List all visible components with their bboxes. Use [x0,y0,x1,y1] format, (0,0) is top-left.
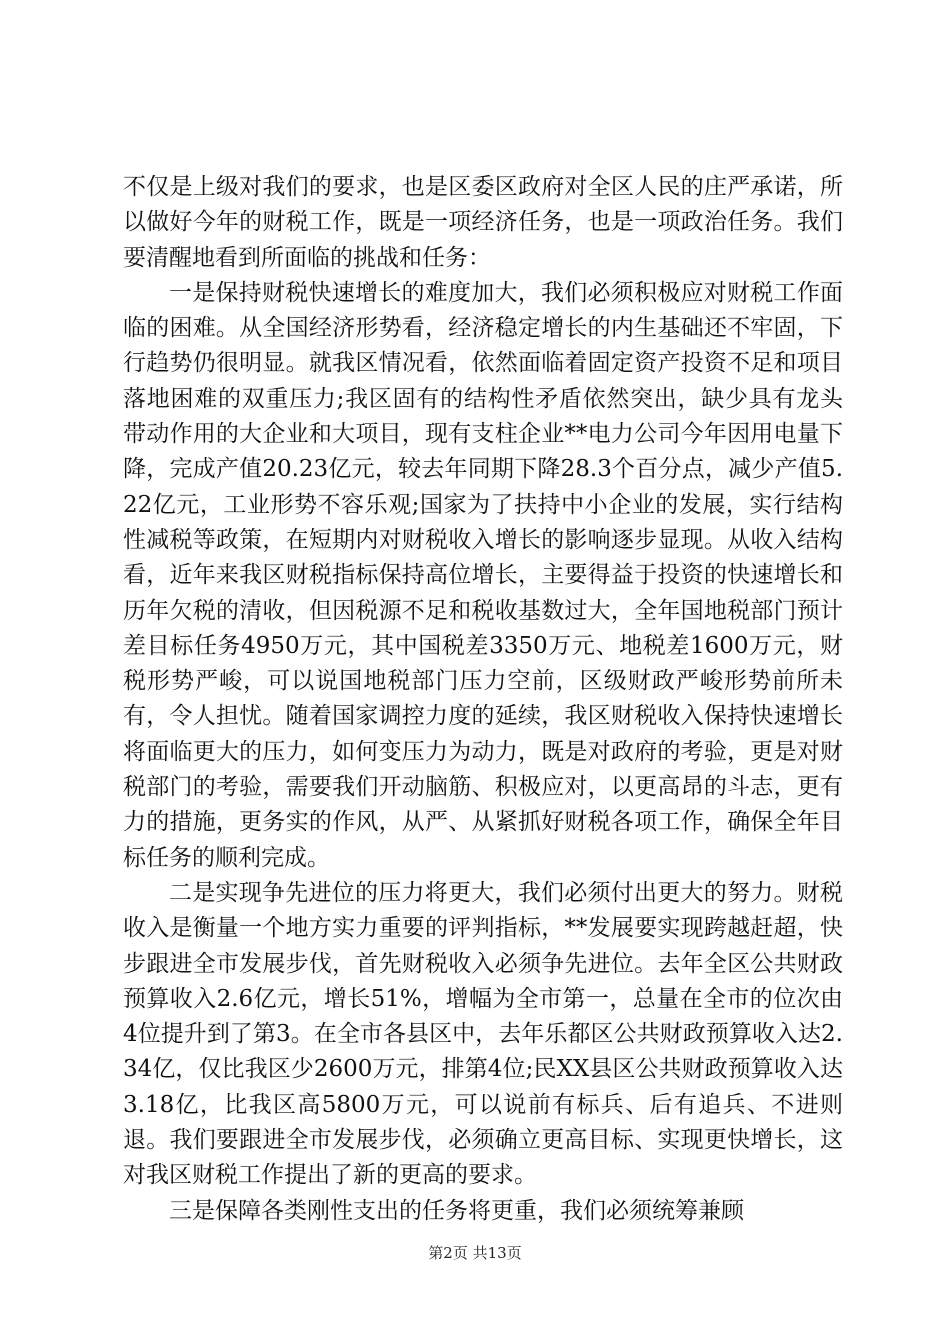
paragraph-3: 二是实现争先进位的压力将更大，我们必须付出更大的努力。财税收入是衡量一个地方实力重要的评判指标，**发展要实现跨越赶超，快步跟进全市发展步伐，首先财税收入必须争先进位。去年全区公共财政预算收入2.6亿元，增长51%，增幅为全市第一，总量在全市的位次由4位提升到了第3。在全市各县区中，去年乐都区公共财政预算收入达2.34亿，仅比我区少2600万元，排第4位;民XX县区公共财政预算收入达3.18亿，比我区高5800万元，可以说前有标兵、后有追兵、不进则退。我们要跟进全市发展步伐，必须确立更高目标、实现更快增长，这对我区财税工作提出了新的更高的要求。 [123,879,843,1189]
paragraph-2: 一是保持财税快速增长的难度加大，我们必须积极应对财税工作面临的困难。从全国经济形势看，经济稳定增长的内生基础还不牢固，下行趋势仍很明显。就我区情况看，依然面临着固定资产投资不足和项目落地困难的双重压力;我区固有的结构性矛盾依然突出，缺少具有龙头带动作用的大企业和大项目，现有支柱企业**电力公司今年因用电量下降，完成产值20.23亿元，较去年同期下降28.3个百分点，减少产值5.22亿元，工业形势不容乐观;国家为了扶持中小企业的发展，实行结构性减税等政策，在短期内对财税收入增长的影响逐步显现。从收入结构看，近年来我区财税指标保持高位增长，主要得益于投资的快速增长和历年欠税的清收，但因税源不足和税收基数过大，全年国地税部门预计差目标任务4950万元，其中国税差3350万元、地税差1600万元，财税形势严峻，可以说国地税部门压力空前，区级财政严峻形势前所未有，令人担忧。随着国家调控力度的延续，我区财税收入保持快速增长将面临更大的压力，如何变压力为动力，既是对政府的考验，更是对财税部门的考验，需要我们开动脑筋、积极应对，以更高昂的斗志，更有力的措施，更务实的作风，从严、从紧抓好财税各项工作，确保全年目标任务的顺利完成。 [123,279,843,871]
page-number-footer: 第2页 共13页 [428,1244,522,1262]
paragraph-1: 不仅是上级对我们的要求，也是区委区政府对全区人民的庄严承诺，所以做好今年的财税工作，既是一项经济任务，也是一项政治任务。我们要清醒地看到所面临的挑战和任务： [123,174,843,271]
document-body [123,170,843,1229]
paragraph-4: 三是保障各类刚性支出的任务将更重，我们必须统筹兼顾 [169,1197,744,1224]
